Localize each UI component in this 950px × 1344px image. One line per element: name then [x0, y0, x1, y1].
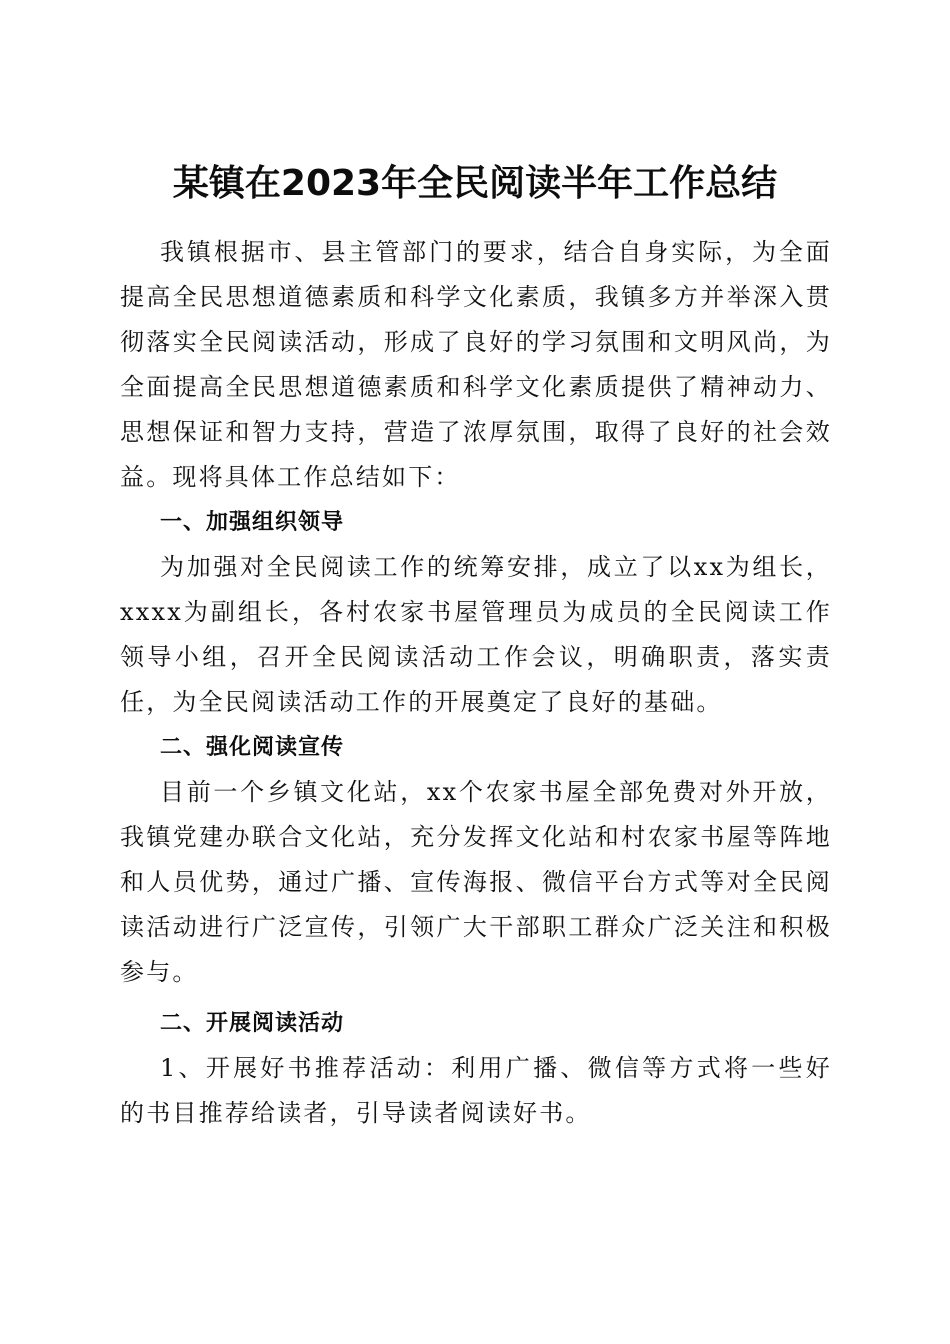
document-title: 某镇在2023年全民阅读半年工作总结 [172, 163, 778, 205]
section-paragraph-organization: 为加强对全民阅读工作的统筹安排，成立了以xx为组长，xxxx为副组长，各村农家书屋管理员为成员的全民阅读工作领导小组，召开全民阅读活动工作会议，明确职责，落实责任，为全民阅读活动工作的开展奠定了良好的基础。 [120, 553, 832, 716]
section-paragraph-publicity: 目前一个乡镇文化站，xx个农家书屋全部免费对外开放，我镇党建办联合文化站，充分发挥文化站和村农家书屋等阵地和人员优势，通过广播、宣传海报、微信平台方式等对全民阅读活动进行广泛宣传，引领广大干部职工群众广泛关注和积极参与。 [120, 778, 832, 986]
intro-paragraph: 我镇根据市、县主管部门的要求，结合自身实际，为全面提高全民思想道德素质和科学文化素质，我镇多方并举深入贯彻落实全民阅读活动，形成了良好的学习氛围和文明风尚，为全面提高全民思想道德素质和科学文化素质提供了精神动力、思想保证和智力支持，营造了浓厚氛围，取得了良好的社会效益。现将具体工作总结如下： [120, 238, 832, 491]
section-heading-publicity: 二、强化阅读宣传 [160, 735, 345, 760]
section-paragraph-activities: 1、开展好书推荐活动：利用广播、微信等方式将一些好的书目推荐给读者，引导读者阅读好书。 [120, 1054, 832, 1127]
document-body [120, 230, 832, 1136]
section-heading-organization: 一、加强组织领导 [160, 510, 345, 535]
section-heading-activities: 二、开展阅读活动 [160, 1011, 345, 1036]
